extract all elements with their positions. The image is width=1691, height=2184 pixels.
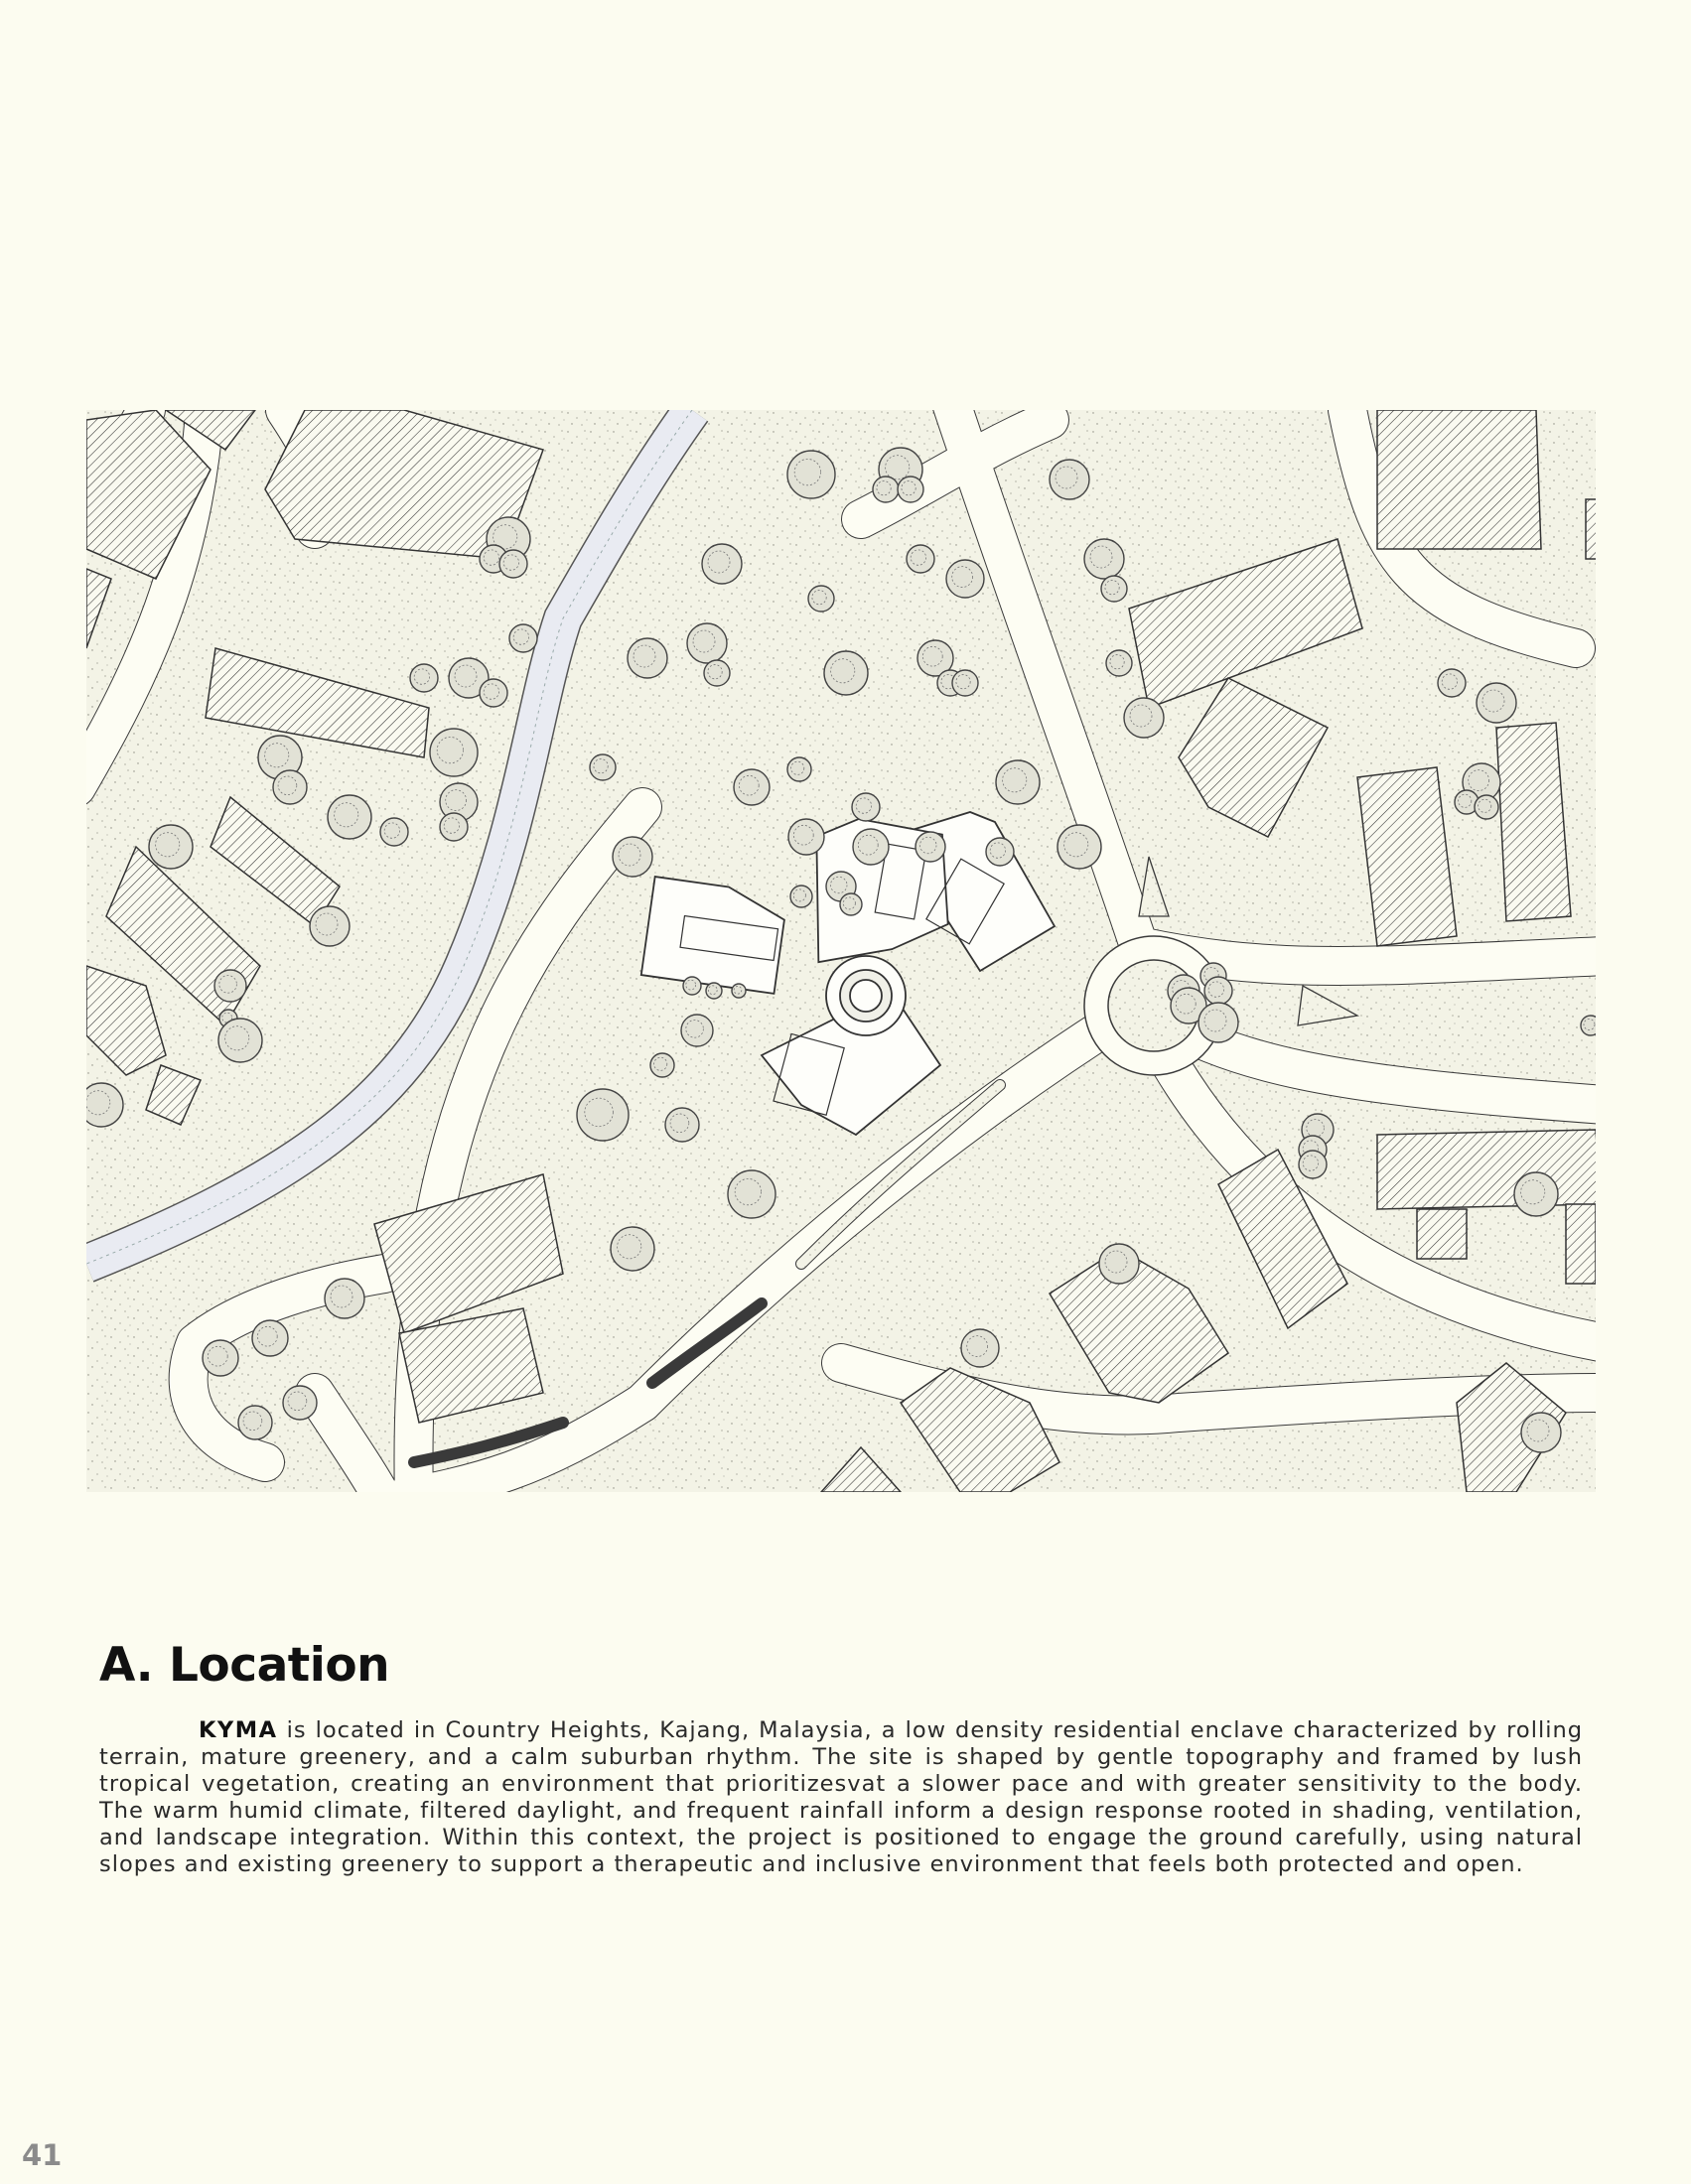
tree-canopy	[824, 651, 868, 695]
project-name: KYMA	[199, 1717, 278, 1743]
tree-canopy	[273, 770, 307, 804]
tree-canopy	[283, 1386, 317, 1420]
tree-canopy	[683, 977, 701, 995]
tree-canopy	[509, 624, 537, 652]
section-title: A. Location	[99, 1638, 390, 1693]
tree-canopy	[1204, 977, 1232, 1005]
tree-canopy	[1299, 1151, 1327, 1178]
tree-canopy	[611, 1227, 654, 1271]
tree-canopy	[986, 838, 1014, 866]
tree-canopy	[852, 793, 880, 821]
tree-canopy	[1514, 1172, 1558, 1216]
location-paragraph: is located in Country Heights, Kajang, Malaysia, a low density residential enclave characterized by rolling terrain, mature greenery, and a calm suburban rhythm. The site is shaped by gentle topography and framed by lush tropical vegetation, creating an environment that prioritizesvat a slower pace and with greater sensitivity to the body. The warm humid climate, filtered daylight, and frequent rainfall inform a design response rooted in shading, ventilation, and landscape integration. Within this context, the project is positioned to engage the ground carefully, using natural slopes and existing greenery to support a therapeutic and inclusive environment that feels both protected and open.	[99, 1717, 1583, 1877]
tree-canopy	[946, 560, 984, 598]
page-number: 41	[22, 2138, 63, 2172]
tree-canopy	[787, 451, 835, 498]
tree-canopy	[1475, 795, 1498, 819]
tree-canopy	[996, 760, 1040, 804]
tree-canopy	[1581, 1016, 1596, 1035]
tree-canopy	[665, 1108, 699, 1142]
tree-canopy	[577, 1089, 629, 1141]
tree-canopy	[149, 825, 193, 869]
site-plan-map	[86, 410, 1596, 1492]
tree-canopy	[86, 1083, 123, 1127]
tree-canopy	[238, 1406, 272, 1439]
tree-canopy	[1438, 669, 1466, 697]
tree-canopy	[650, 1053, 674, 1077]
tree-canopy	[410, 664, 438, 692]
location-description	[99, 1717, 1583, 1878]
tree-canopy	[907, 545, 934, 573]
tree-canopy	[1057, 825, 1101, 869]
tree-canopy	[440, 813, 468, 841]
tree-canopy	[430, 729, 478, 776]
tree-canopy	[380, 818, 408, 846]
site-plan-drawing	[86, 410, 1596, 1492]
tree-canopy	[499, 550, 527, 578]
tree-canopy	[961, 1329, 999, 1367]
tree-canopy	[218, 1019, 262, 1062]
tree-canopy	[787, 757, 811, 781]
tree-canopy	[732, 984, 746, 998]
tree-canopy	[728, 1170, 775, 1218]
tree-canopy	[480, 679, 507, 707]
tree-canopy	[328, 795, 371, 839]
